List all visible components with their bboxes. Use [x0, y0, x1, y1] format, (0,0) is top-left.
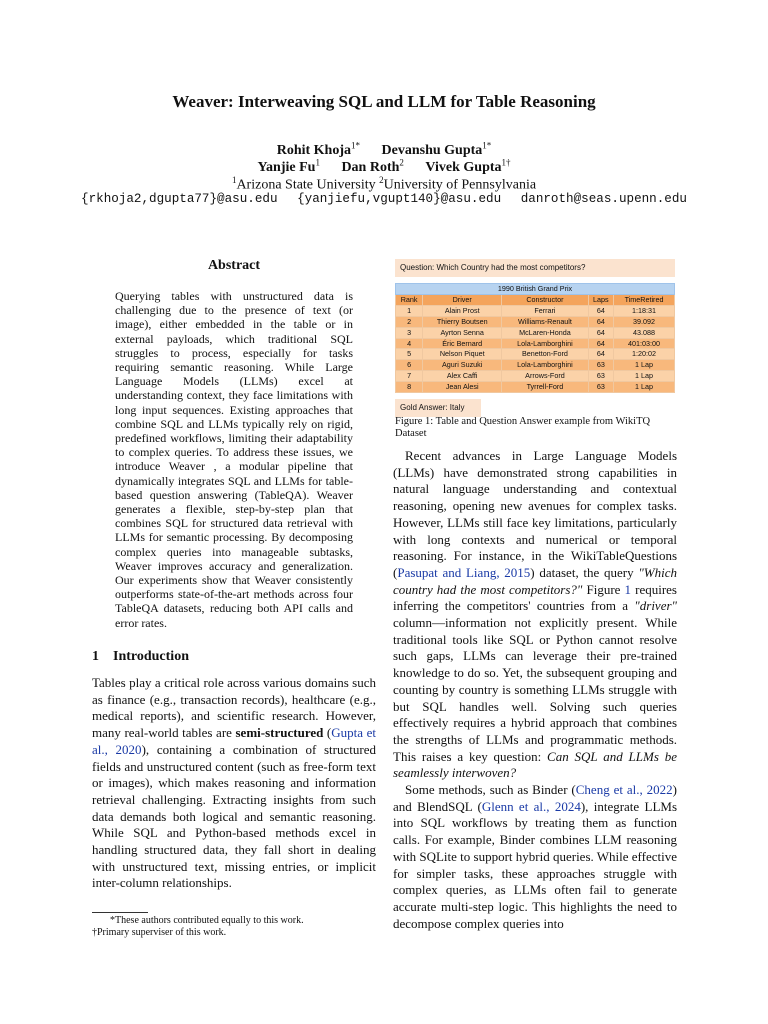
table-cell: 8 [396, 382, 423, 393]
table-cell: Benetton-Ford [502, 349, 588, 360]
table-cell: 6 [396, 360, 423, 371]
citation-link[interactable]: Cheng et al., 2022 [575, 782, 673, 798]
author: Yanjie Fu$^1$ [257, 157, 320, 175]
table-cell: 43.088 [614, 327, 675, 338]
table-cell: 63 [588, 360, 613, 371]
table-cell: 64 [588, 316, 613, 327]
affiliations: $^1$Arizona State University $^2$University of Pennsylvania [231, 175, 537, 193]
table-row [396, 316, 675, 327]
citation-link[interactable]: Glenn et al., 2024 [481, 798, 581, 814]
column-header: Driver [423, 294, 502, 305]
table-cell: 2 [396, 316, 423, 327]
table-cell: 64 [588, 327, 613, 338]
gold-answer-box: Gold Answer: Italy [395, 399, 481, 417]
table-cell: Aguri Suzuki [423, 360, 502, 371]
table-cell: Arrows-Ford [502, 371, 588, 382]
table-cell: Nelson Piquet [423, 349, 502, 360]
footnote: †Primary superviser of this work. [92, 927, 227, 938]
author: Devanshu Gupta$^{1*}$ [381, 140, 492, 158]
author: Rohit Khoja$^{1*}$ [276, 140, 361, 158]
table-cell: 1 Lap [614, 360, 675, 371]
section-heading-introduction: 1 Introduction [92, 649, 189, 664]
author-line-1 [0, 140, 768, 159]
paragraph: Recent advances in Large Language Models (LLMs) have demonstrated strong capabilities in natural language understanding and contextual reasoning, opening new avenues for complex tasks. However, LLMs still face key limitations, particularly with long contexts and numerical or temporal reasoning. For instance, in the WikiTableQuestions (Pasupat and Liang, 2015) dataset, the query "Which country had the most competitors?" Figure 1 requires inferring the competitors' countries from a "driver" column—information not explicitly present. While traditional tools like SQL or Python cannot resolve such gaps, LLMs can leverage their pre-trained knowledge to do so. Yet, the subsequent grouping and counting by country is something LLMs struggle with but SQL handles well. Solving such queries effectively requires a hybrid approach that combines the strengths of LLMs and programmatic methods. This raises a key question: Can SQL and LLMs be seamlessly interwoven? [393, 448, 677, 781]
figure-1 [395, 259, 677, 417]
table-cell: 3 [396, 327, 423, 338]
table-row [396, 338, 675, 349]
column-header: Rank [396, 294, 423, 305]
figure-reference-link[interactable]: 1 [624, 581, 632, 597]
table-cell: 401:03:00 [614, 338, 675, 349]
author: Vivek Gupta$^{1\dagger}$ [425, 157, 511, 175]
table-cell: Éric Bernard [423, 338, 502, 349]
table-cell: Tyrrell-Ford [502, 382, 588, 393]
table-cell: Jean Alesi [423, 382, 502, 393]
table-cell: Ferrari [502, 305, 588, 316]
table-cell: 1 Lap [614, 371, 675, 382]
right-column-text [393, 448, 677, 932]
column-header: Constructor [502, 294, 588, 305]
author-emails [0, 192, 768, 206]
table-caption: 1990 British Grand Prix [396, 284, 675, 295]
question-box: Question: Which Country had the most competitors? [395, 259, 675, 277]
table-row [396, 371, 675, 382]
table-cell: Thierry Boutsen [423, 316, 502, 327]
table-cell: 64 [588, 349, 613, 360]
paragraph: Some methods, such as Binder (Cheng et al., 2022) and BlendSQL (Glenn et al., 2024), integrate LLMs into SQL workflows by treating them as function calls. For example, Binder combines LLM reasoning with SQLite to support hybrid queries. While effective for simpler tasks, these approaches struggle with complex queries, as LLMs often fail to generate accurate multi-step logic. This highlights the need to decompose complex queries into [393, 782, 678, 931]
table-cell: 63 [588, 371, 613, 382]
table-cell: Lola-Lamborghini [502, 338, 588, 349]
table-cell: 4 [396, 338, 423, 349]
table-cell: Alain Prost [423, 305, 502, 316]
table-cell: 63 [588, 382, 613, 393]
table-cell: 1 Lap [614, 382, 675, 393]
table-cell: 39.092 [614, 316, 675, 327]
table-row [396, 305, 675, 316]
table-row [396, 382, 675, 393]
table-cell: 1:18:31 [614, 305, 675, 316]
table-cell: Ayrton Senna [423, 327, 502, 338]
email: {rkhoja2,dgupta77}@asu.edu [81, 192, 278, 206]
table-cell: McLaren-Honda [502, 327, 588, 338]
footnote-divider [92, 912, 148, 913]
figure-caption: Figure 1: Table and Question Answer example from WikiTQ Dataset [395, 416, 651, 439]
table-row [396, 349, 675, 360]
table-cell: 1:20:02 [614, 349, 675, 360]
email: {yanjiefu,vgupt140}@asu.edu [297, 192, 502, 206]
abstract-text: Querying tables with unstructured data is challenging due to the presence of text (or image), either embedded in the table or in external payloads, which traditional SQL struggles to process, especially for tasks requiring semantic reasoning. While Large Language Models (LLMs) excel at understanding context, they face limitations with long input sequences. Existing approaches that combine SQL and LLMs typically rely on rigid, predefined workflows, limiting their adaptability to complex queries. To address these issues, we introduce Weaver , a modular pipeline that dynamically integrates SQL and LLMs for table-based question answering (TableQA). Weaver generates a flexible, step-by-step plan that combines SQL for structured data retrieval with LLMs for semantic processing. By decomposing complex queries into manageable subtasks, Weaver improves accuracy and generalization. Our experiments show that Weaver consistently outperforms state-of-the-art methods across four TableQA datasets, reducing both API calls and error rates. [115, 289, 353, 630]
column-header: Laps [588, 294, 613, 305]
table-row [396, 327, 675, 338]
table-cell: 1 [396, 305, 423, 316]
table-cell: 64 [588, 305, 613, 316]
column-header: TimeRetired [614, 294, 675, 305]
footnote: *These authors contributed equally to this work. [110, 915, 304, 926]
table-row [396, 360, 675, 371]
intro-paragraph: Tables play a critical role across various domains such as finance (e.g., transaction records), healthcare (e.g., medical reports), and scientific research. However, many real-world tables are semi-structured (Gupta et al., 2020), containing a combination of structured fields and unstructured content (such as free-form text or images), which makes reasoning and information retrieval challenging. Extracting insights from such data demands both logical and semantic reasoning. While SQL and Python-based methods excel in handling structured data, they fall short in dealing with unstructured text, missing entries, or implicit inter-column relationships. [92, 675, 376, 891]
author: Dan Roth$^2$ [341, 157, 404, 175]
citation-link[interactable]: Pasupat and Liang, 2015 [397, 564, 531, 580]
paper-title: Weaver: Interweaving SQL and LLM for Table Reasoning [172, 92, 596, 111]
footnotes [92, 915, 376, 939]
wikitq-table [395, 283, 675, 393]
table-cell: Williams-Renault [502, 316, 588, 327]
table-cell: 7 [396, 371, 423, 382]
table-cell: Alex Caffi [423, 371, 502, 382]
citation-link[interactable]: Gupta et al., 2020 [92, 725, 376, 757]
abstract-heading: Abstract [207, 258, 261, 273]
email: danroth@seas.upenn.edu [520, 192, 687, 206]
author-line-2 [0, 157, 768, 176]
table-cell: 5 [396, 349, 423, 360]
table-cell: Lola-Lamborghini [502, 360, 588, 371]
table-cell: 64 [588, 338, 613, 349]
